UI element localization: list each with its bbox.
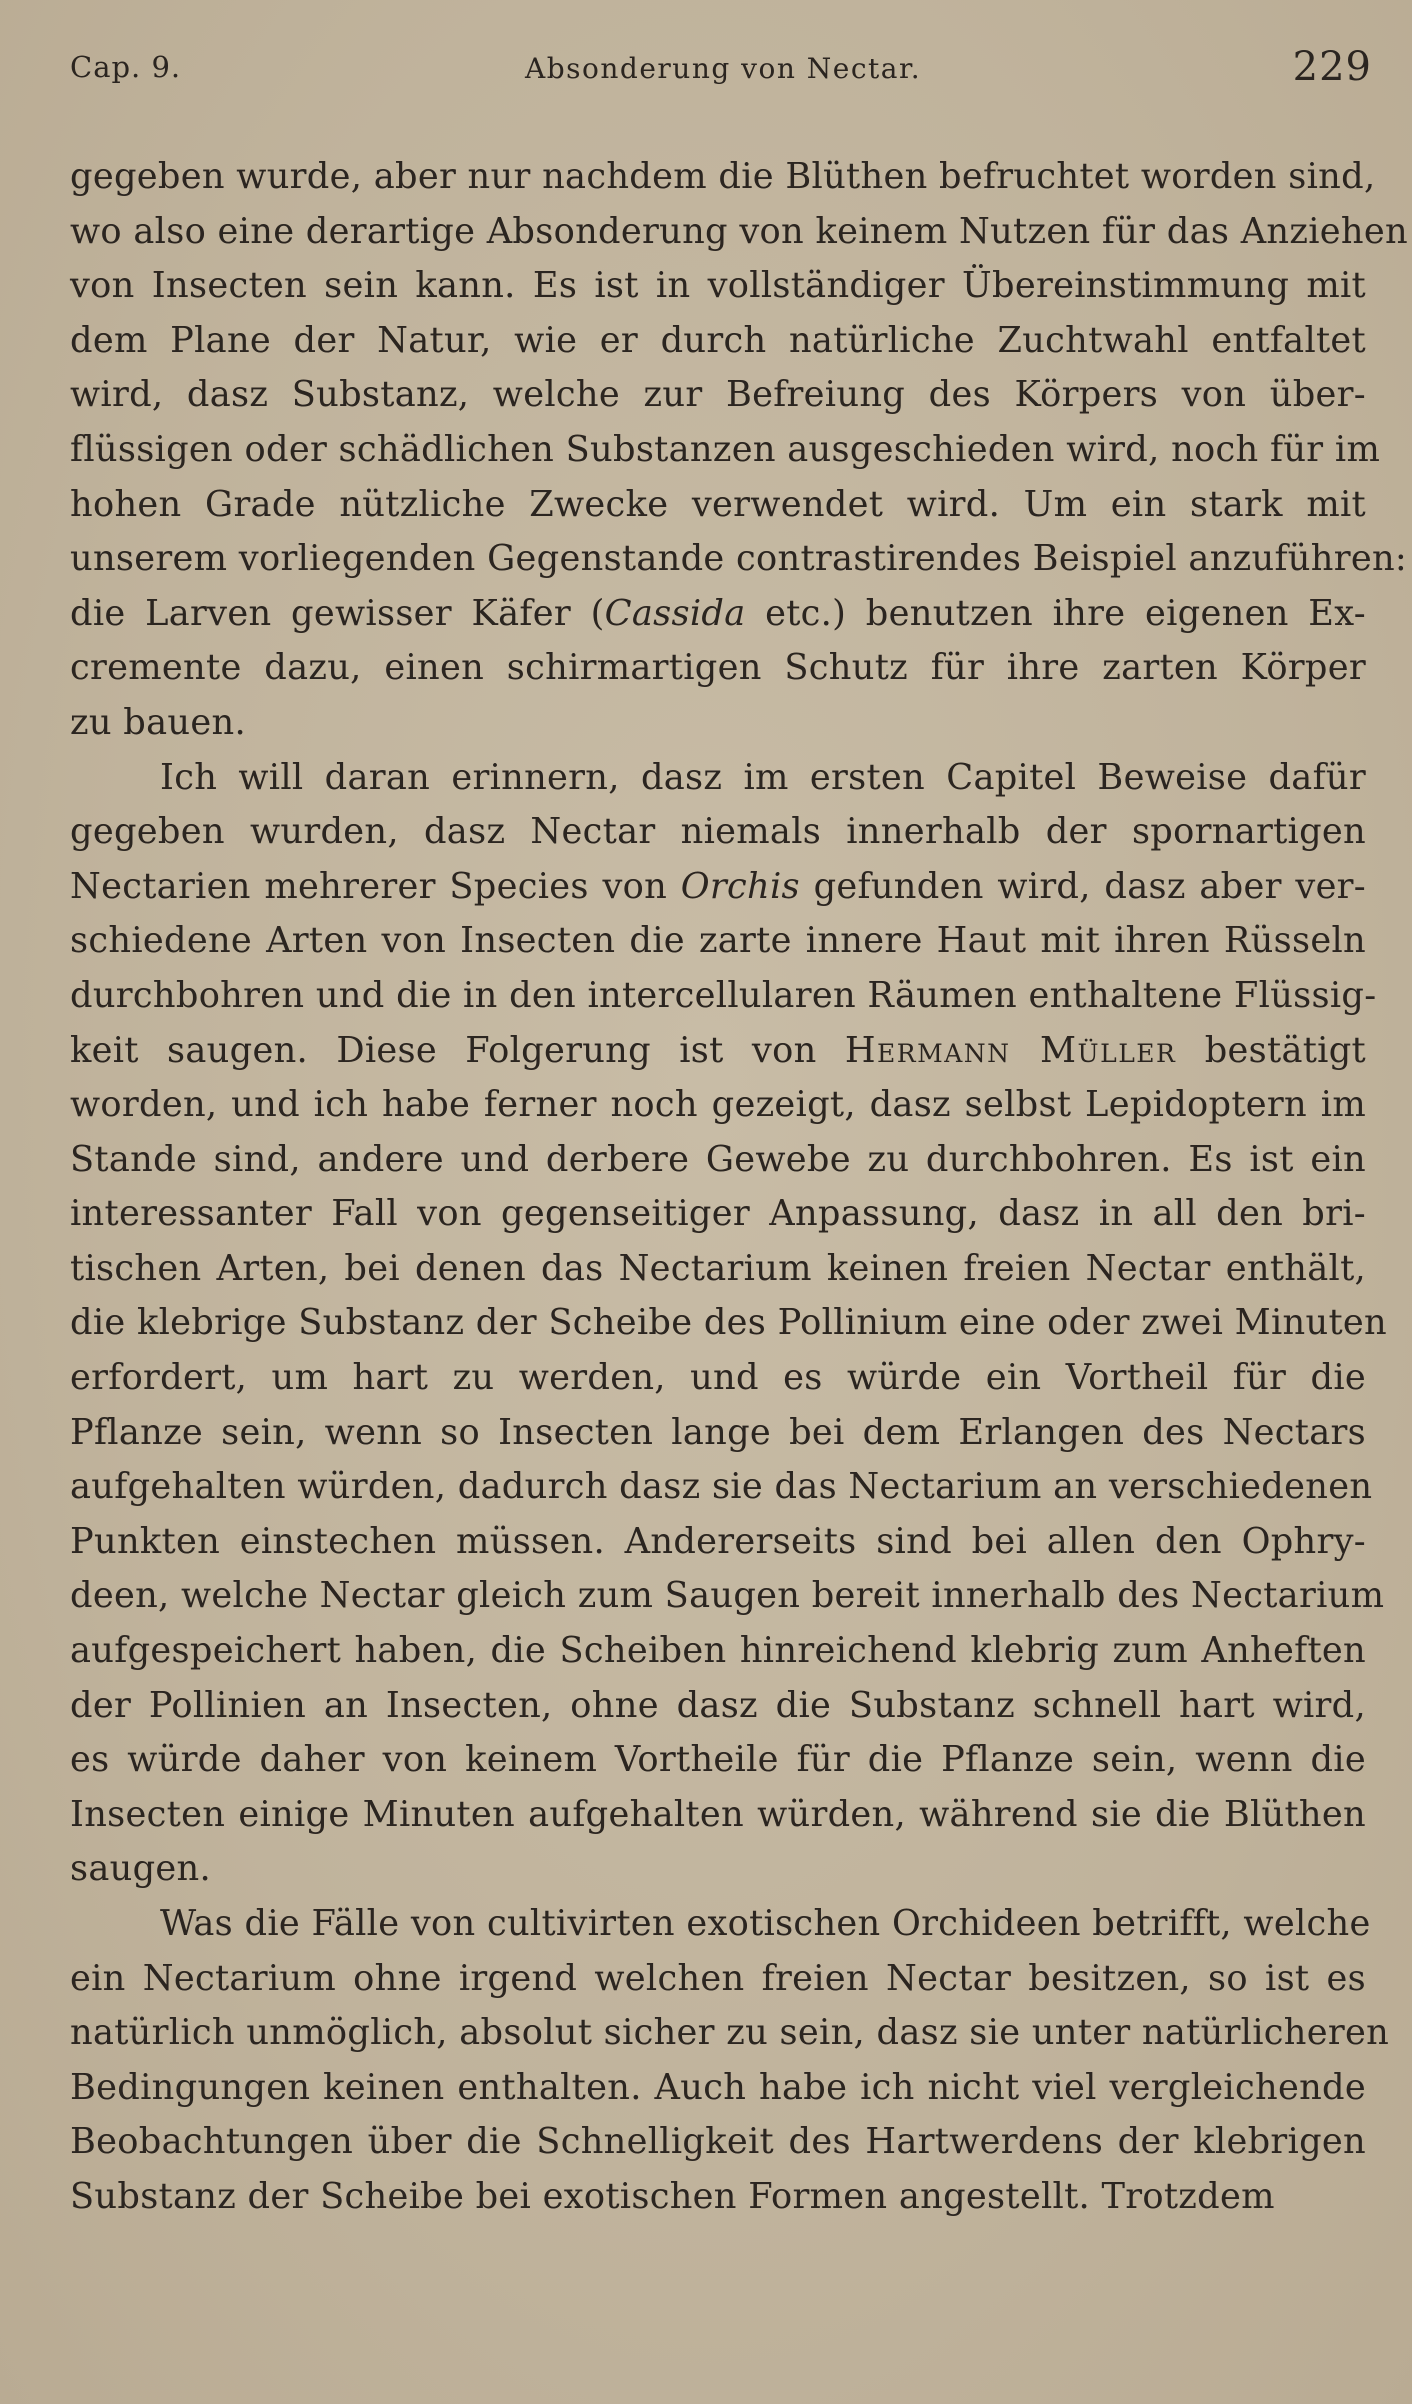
- text-run: gegeben wurden, dasz Nectar niemals innerhalb der spornartigen: [70, 811, 1366, 853]
- text-line: [70, 423, 1381, 478]
- text-line: [70, 1242, 1366, 1297]
- text-line: [70, 805, 1366, 860]
- genus-name: Orchis: [680, 865, 800, 907]
- paragraph: [70, 1897, 1390, 2225]
- text-run: Beobachtungen über die Schnelligkeit des Hartwerdens der klebrigen: [70, 2121, 1366, 2163]
- text-line: [70, 969, 1377, 1024]
- text-run: hohen Grade nützliche Zwecke verwendet wird. Um ein stark mit: [70, 483, 1366, 525]
- text-line: [70, 1569, 1385, 1624]
- text-line: [70, 532, 1408, 587]
- text-line: [70, 1406, 1366, 1461]
- text-line: [70, 1624, 1366, 1679]
- text-run: unserem vorliegenden Gegenstande contrastirendes Beispiel anzuführen:: [70, 538, 1408, 580]
- text-run: dem Plane der Natur, wie er durch natürliche Zuchtwahl entfaltet: [70, 319, 1366, 361]
- text-run: aufgespeichert haben, die Scheiben hinreichend klebrig zum Anheften: [70, 1630, 1366, 1672]
- text-line: [70, 1679, 1366, 1734]
- text-line: [70, 2006, 1390, 2061]
- author-name: Hermann Müller: [844, 1029, 1177, 1071]
- text-run: der Pollinien an Insecten, ohne dasz die Substanz schnell hart wird,: [70, 1684, 1366, 1726]
- text-line: [70, 1024, 1366, 1079]
- text-run: wo also eine derartige Absonderung von keinem Nutzen für das Anziehen: [70, 210, 1408, 252]
- text-line: [70, 368, 1366, 423]
- text-line: [70, 1187, 1366, 1242]
- text-run: natürlich unmöglich, absolut sicher zu sein, dasz sie unter natürlicheren: [70, 2012, 1390, 2054]
- text-line: [70, 641, 1366, 696]
- text-line: [70, 1788, 1366, 1843]
- text-run: saugen.: [70, 1848, 211, 1890]
- text-run: die klebrige Substanz der Scheibe des Pollinium eine oder zwei Minuten: [70, 1302, 1387, 1344]
- chapter-label: Cap. 9.: [70, 50, 182, 84]
- text-line: [70, 860, 1366, 915]
- text-run: schiedene Arten von Insecten die zarte innere Haut mit ihren Rüsseln: [70, 920, 1366, 962]
- text-line: [70, 587, 1366, 642]
- text-run: worden, und ich habe ferner noch gezeigt, dasz selbst Lepidoptern im: [70, 1084, 1366, 1126]
- text-run: erfordert, um hart zu werden, und es würde ein Vortheil für die: [70, 1357, 1366, 1399]
- text-run: tischen Arten, bei denen das Nectarium keinen freien Nectar enthält,: [70, 1247, 1366, 1289]
- genus-name: Cassida: [604, 592, 746, 634]
- running-title: Absonderung von Nectar.: [525, 52, 922, 85]
- text-line: [70, 751, 1366, 806]
- text-line: [70, 2170, 1366, 2225]
- text-line: [70, 1460, 1373, 1515]
- text-line: [70, 2115, 1366, 2170]
- text-line: [70, 1351, 1366, 1406]
- text-run: von Insecten sein kann. Es ist in vollständiger Übereinstimmung mit: [70, 265, 1366, 307]
- text-run: keit saugen. Diese Folgerung ist von: [70, 1029, 845, 1071]
- text-line: [70, 1733, 1366, 1788]
- text-run: Stande sind, andere und derbere Gewebe zu durchbohren. Es ist ein: [70, 1138, 1366, 1180]
- text-run: Pflanze sein, wenn so Insecten lange bei dem Erlangen des Nectars: [70, 1411, 1366, 1453]
- text-run: wird, dasz Substanz, welche zur Befreiung des Körpers von über-: [70, 374, 1366, 416]
- text-line: [70, 696, 1366, 751]
- page-number: 229: [1292, 44, 1372, 90]
- text-line: [70, 1952, 1366, 2007]
- text-line: [70, 150, 1376, 205]
- text-line: [70, 259, 1366, 314]
- text-line: [70, 314, 1366, 369]
- text-line: [70, 1296, 1387, 1351]
- text-run: cremente dazu, einen schirmartigen Schutz für ihre zarten Körper: [70, 647, 1366, 689]
- text-line: [70, 1897, 1371, 1952]
- text-run: Nectarien mehrerer Species von: [70, 865, 681, 907]
- text-run: flüssigen oder schädlichen Substanzen ausgeschieden wird, noch für im: [70, 428, 1381, 470]
- text-line: [70, 478, 1366, 533]
- text-run: deen, welche Nectar gleich zum Saugen bereit innerhalb des Nectarium: [70, 1575, 1385, 1617]
- text-run: Insecten einige Minuten aufgehalten würden, während sie die Blüthen: [70, 1793, 1366, 1835]
- text-line: [70, 1842, 1366, 1897]
- text-line: [70, 1133, 1366, 1188]
- text-run: die Larven gewisser Käfer (: [70, 592, 605, 634]
- text-run: gegeben wurde, aber nur nachdem die Blüthen befruchtet worden sind,: [70, 156, 1376, 197]
- text-line: [70, 1078, 1366, 1133]
- text-run: zu bauen.: [70, 701, 246, 743]
- paragraph: [70, 150, 1408, 751]
- text-run: interessanter Fall von gegenseitiger Anpassung, dasz in all den bri-: [70, 1193, 1366, 1235]
- text-run: Punkten einstechen müssen. Andererseits sind bei allen den Ophry-: [70, 1520, 1366, 1562]
- text-run: Substanz der Scheibe bei exotischen Formen angestellt. Trotzdem: [70, 2175, 1275, 2217]
- text-run: aufgehalten würden, dadurch dasz sie das Nectarium an verschiedenen: [70, 1466, 1373, 1508]
- text-run: gefunden wird, dasz aber ver-: [799, 865, 1366, 907]
- text-run: Bedingungen keinen enthalten. Auch habe ich nicht viel vergleichende: [70, 2066, 1366, 2108]
- text-run: ein Nectarium ohne irgend welchen freien Nectar besitzen, so ist es: [70, 1957, 1366, 1999]
- running-header: [70, 44, 1370, 94]
- text-run: etc.) benutzen ihre eigenen Ex-: [745, 592, 1366, 634]
- text-line: [70, 1515, 1366, 1570]
- text-run: bestätigt: [1176, 1029, 1366, 1071]
- text-run: Ich will daran erinnern, dasz im ersten Capitel Beweise dafür: [160, 756, 1366, 798]
- paragraph: [70, 751, 1387, 1897]
- text-line: [70, 2061, 1366, 2116]
- text-run: durchbohren und die in den intercellularen Räumen enthaltene Flüssig-: [70, 974, 1377, 1016]
- body-text: [70, 150, 1408, 2225]
- text-line: [70, 914, 1366, 969]
- text-run: Was die Fälle von cultivirten exotischen Orchideen betrifft, welche: [160, 1903, 1371, 1944]
- text-run: es würde daher von keinem Vortheile für die Pflanze sein, wenn die: [70, 1739, 1366, 1781]
- text-line: [70, 205, 1408, 260]
